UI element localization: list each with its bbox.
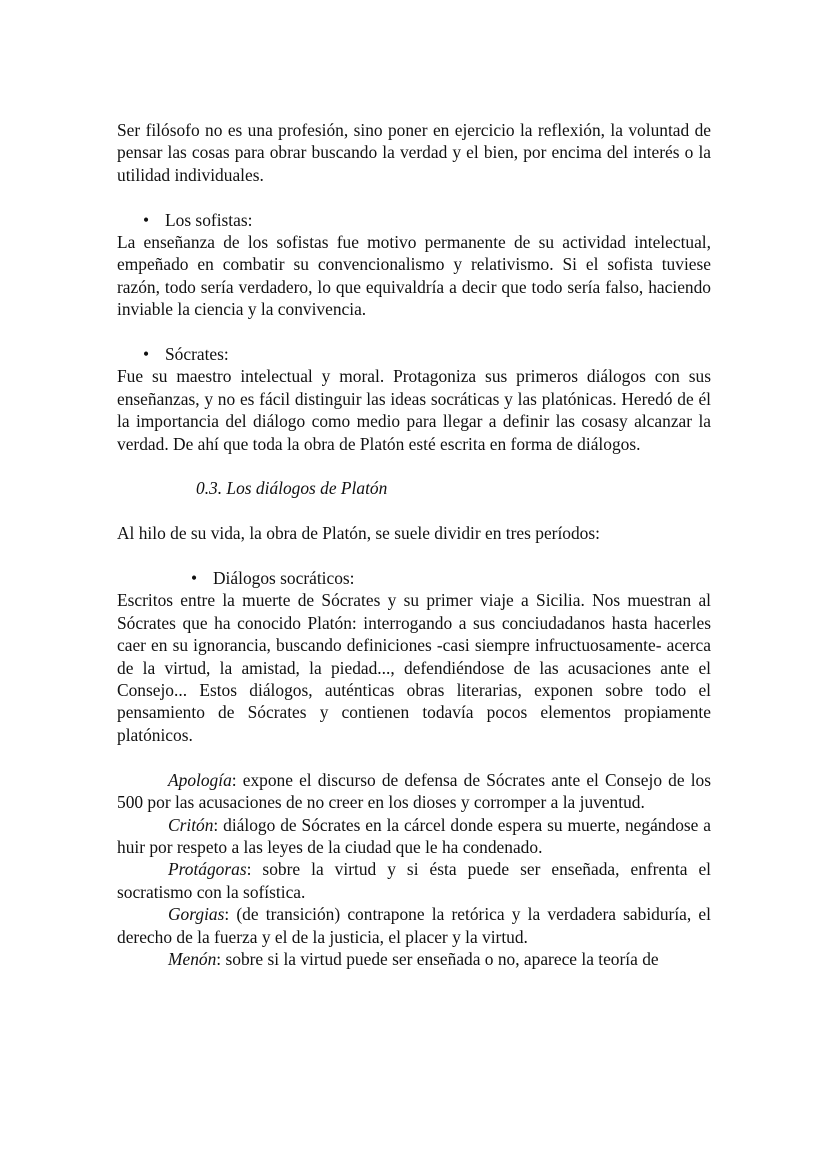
- section-title: 0.3. Los diálogos de Platón: [196, 478, 388, 499]
- bullet-icon: •: [143, 209, 150, 230]
- spacer: [117, 746, 711, 768]
- spacer: [117, 500, 711, 522]
- work-description: : diálogo de Sócrates en la cárcel donde espera su muerte, negándose a huir por respeto a las leyes de la ciudad que le ha condenado.: [117, 814, 711, 857]
- work-description: : sobre la virtud y si ésta puede ser enseñada, enfrenta el socratismo con la sofística.: [117, 859, 711, 902]
- work-title: Gorgias: [168, 904, 225, 925]
- work-entry-criton: [117, 814, 711, 859]
- spacer: [117, 545, 711, 567]
- work-entry-gorgias: [117, 903, 711, 948]
- work-entry-apologia: [117, 769, 711, 814]
- intro-paragraph: Ser filósofo no es una profesión, sino poner en ejercicio la reflexión, la voluntad de pensar las cosas para obrar buscando la verdad y el bien, por encima del interés o la utilidad individuales.: [117, 120, 711, 185]
- work-entry-protagoras: [117, 858, 711, 903]
- socraticos-heading-label: Diálogos socráticos:: [213, 568, 355, 589]
- document-page: [117, 119, 711, 970]
- spacer: [117, 321, 711, 343]
- socraticos-heading: [117, 567, 711, 589]
- periods-intro-paragraph: Al hilo de su vida, la obra de Platón, se suele dividir en tres períodos:: [117, 523, 600, 544]
- bullet-icon: •: [143, 344, 150, 365]
- work-title: Menón: [168, 948, 217, 969]
- sofistas-paragraph: La enseñanza de los sofistas fue motivo permanente de su actividad intelectual, empeñado en combatir su convencionalismo y relativismo. Si el sofista tuviese razón, todo sería verdadero, lo que equivaldría a decir que todo sería falso, haciendo inviable la ciencia y la convivencia.: [117, 232, 711, 320]
- work-description: : expone el discurso de defensa de Sócrates ante el Consejo de los 500 por las acusaciones de no creer en los dioses y corromper a la juventud.: [117, 769, 711, 813]
- work-description: : (de transición) contrapone la retórica y la verdadera sabiduría, el derecho de la fuerza y el de la justicia, el placer y la virtud.: [117, 904, 711, 947]
- work-entry-menon: [117, 948, 711, 970]
- work-title: Apología: [168, 769, 232, 790]
- work-title: Critón: [168, 814, 214, 835]
- socrates-paragraph: Fue su maestro intelectual y moral. Protagoniza sus primeros diálogos con sus enseñanzas, y no es fácil distinguir las ideas socráticas y las platónicas. Heredó de él la importancia del diálogo como medio para llegar a definir las cosasy alcanzar la verdad. De ahí que toda la obra de Platón esté escrita en forma de diálogos.: [117, 366, 711, 454]
- work-description: : sobre si la virtud puede ser enseñada o no, aparece la teoría de: [216, 948, 659, 969]
- socraticos-paragraph: Escritos entre la muerte de Sócrates y su primer viaje a Sicilia. Nos muestran al Sócrates que ha conocido Platón: interrogando a sus conciudadanos hasta hacerles caer en su ignorancia, buscando definiciones -casi siempre infructuosamente- acerca de la virtud, la amistad, la piedad..., defendiéndose de las acusaciones ante el Consejo... Estos diálogos, auténticas obras literarias, exponen sobre todo el pensamiento de Sócrates y contienen todavía pocos elementos propiamente platónicos.: [117, 590, 711, 745]
- work-title: Protágoras: [168, 859, 247, 880]
- spacer: [117, 186, 711, 208]
- sofistas-heading-label: Los sofistas:: [165, 209, 253, 230]
- spacer: [117, 455, 711, 477]
- socrates-heading: [117, 343, 711, 365]
- sofistas-heading: [117, 209, 711, 231]
- socrates-heading-label: Sócrates:: [165, 344, 229, 365]
- bullet-icon: •: [191, 568, 198, 589]
